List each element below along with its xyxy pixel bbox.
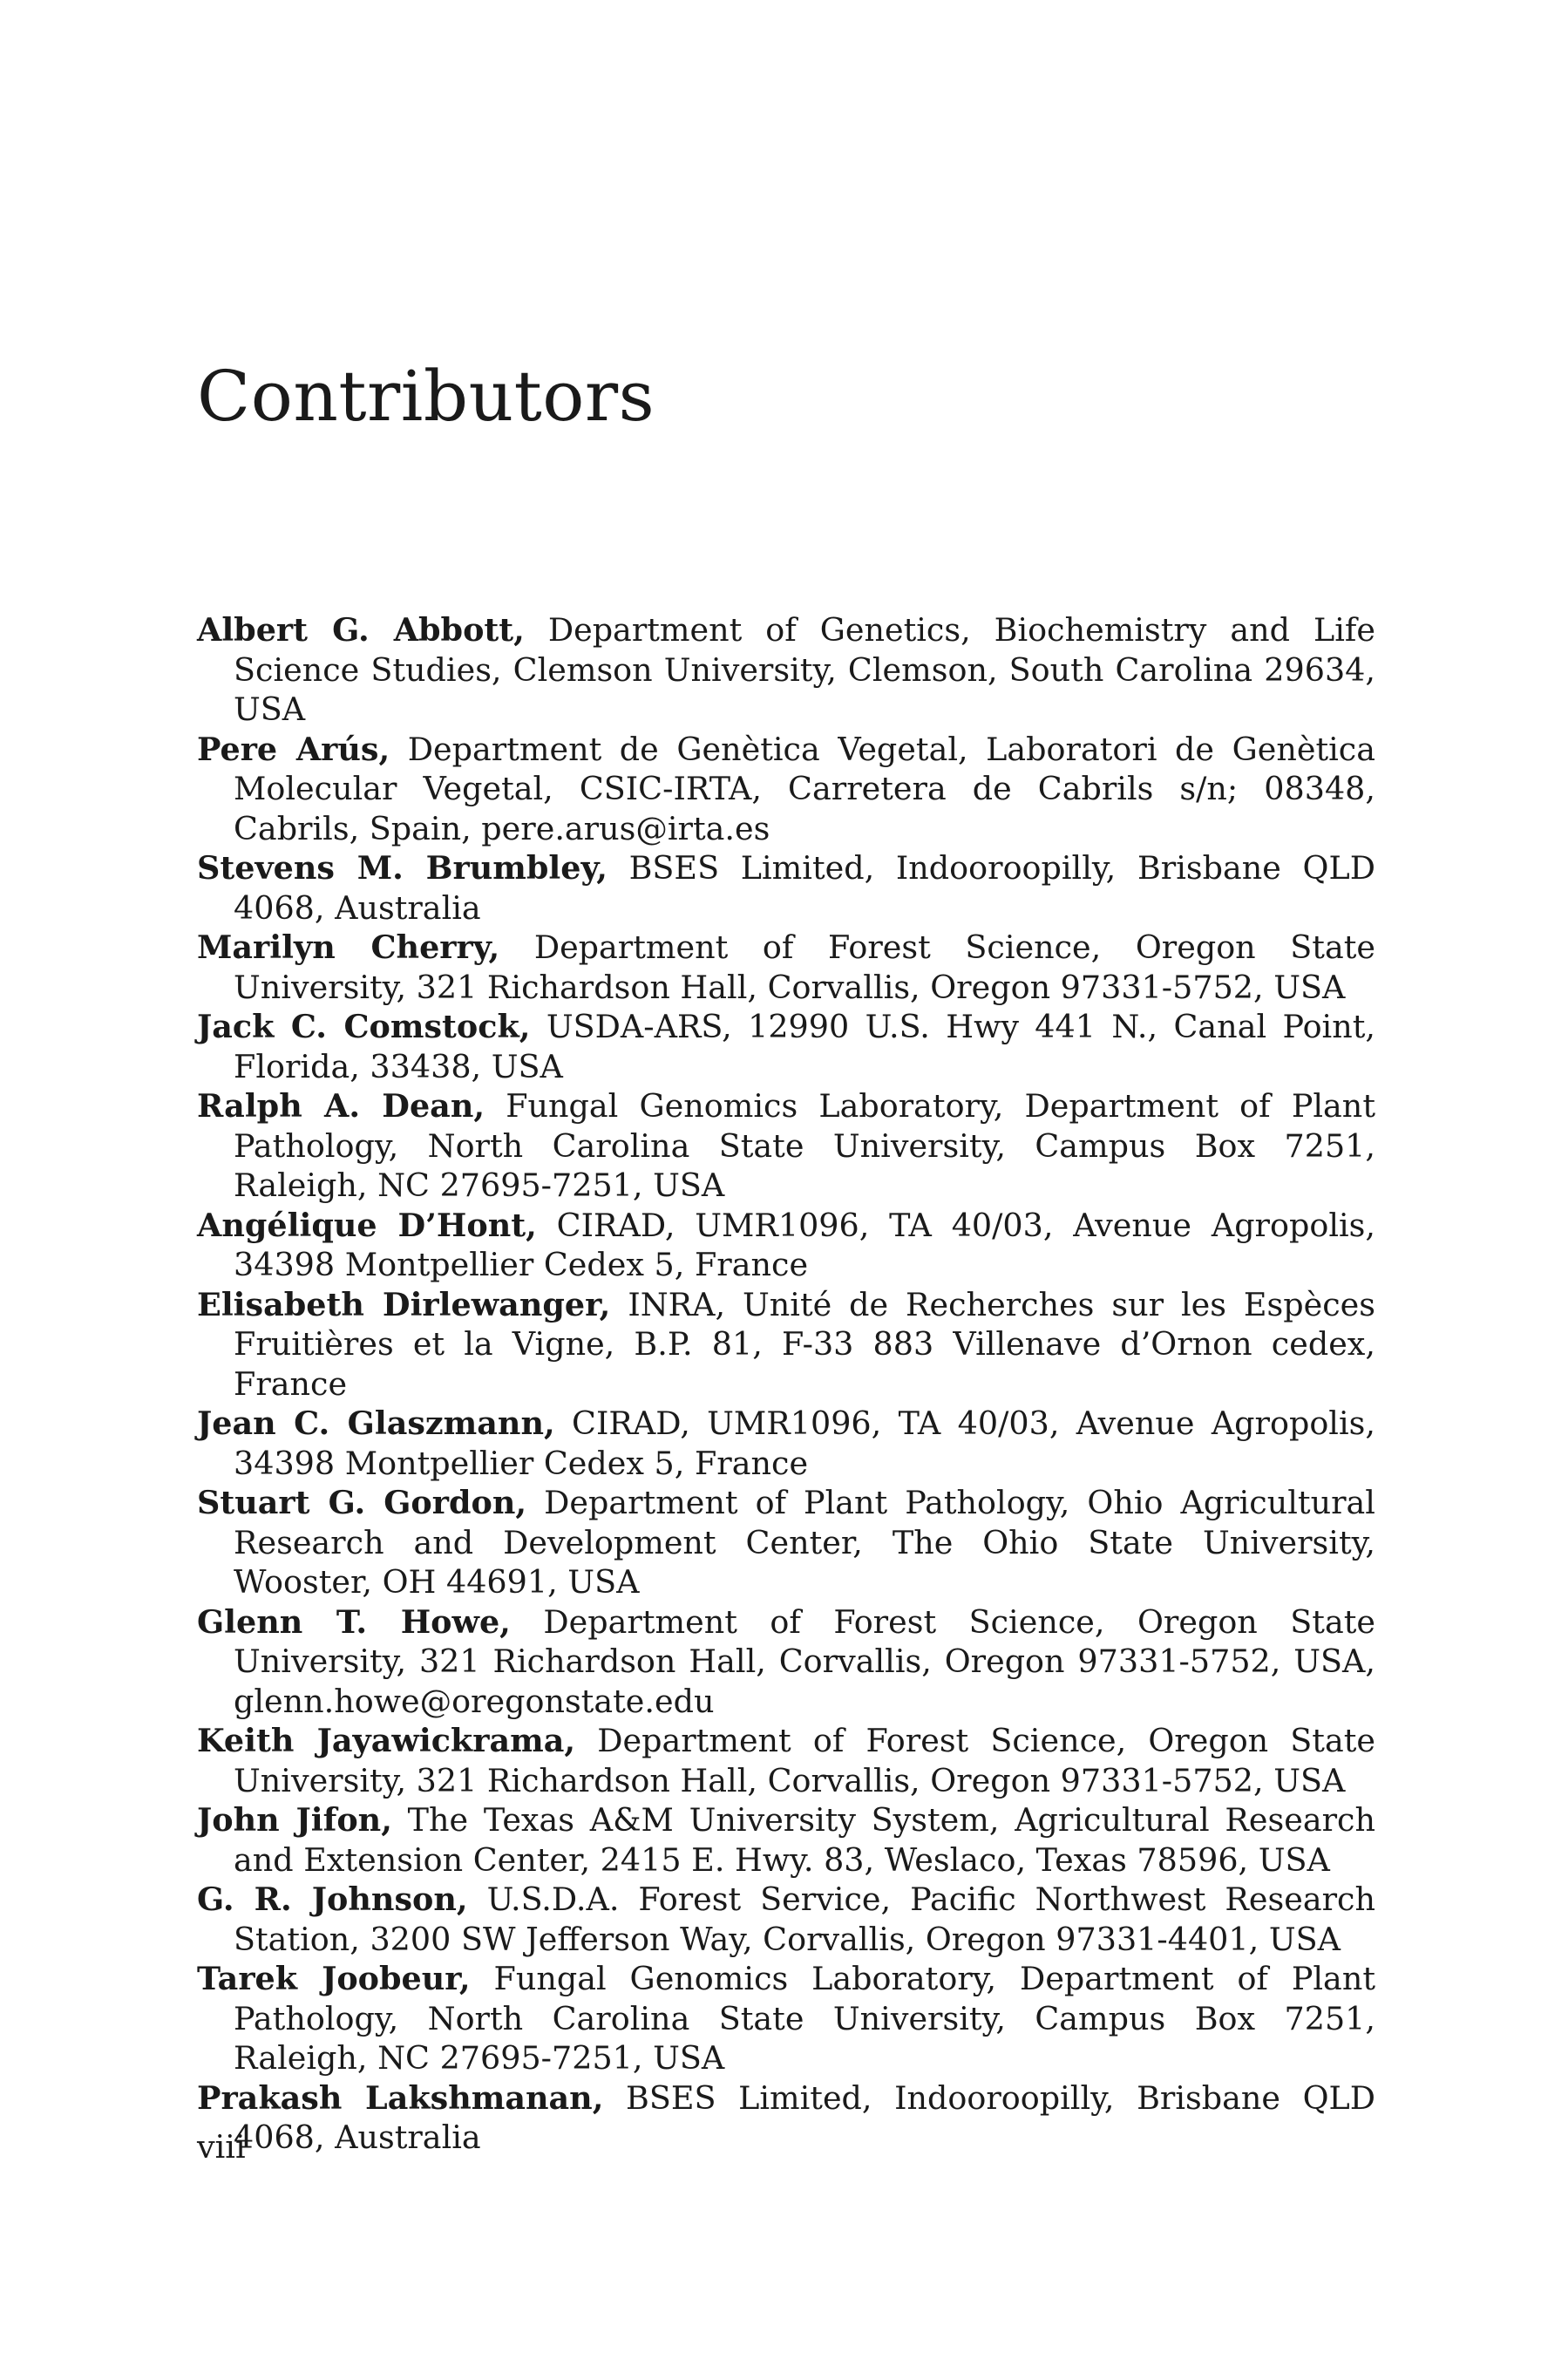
contributor-affiliation: Fungal Genomics Laboratory, Department of Plant Pathology, North Carolina State University, Campus Box 7251, Raleigh, NC 27695-7251, USA — [234, 1087, 1375, 1204]
contributor-name: Albert G. Abbott, — [197, 611, 525, 649]
contributor-entry — [197, 610, 1375, 730]
contributor-name: Ralph A. Dean, — [197, 1087, 485, 1125]
contributor-affiliation: Department of Plant Pathology, Ohio Agricultural Research and Development Center, The Ohio State University, Wooster, OH 44691, USA — [234, 1484, 1375, 1601]
contributor-entry — [197, 1206, 1375, 1285]
contributor-name: Jean C. Glaszmann, — [197, 1404, 555, 1442]
contributor-affiliation: U.S.D.A. Forest Service, Pacific Northwest Research Station, 3200 SW Jefferson Way, Corvallis, Oregon 97331-4401, USA — [234, 1880, 1375, 1958]
contributor-name: Jack C. Comstock, — [197, 1008, 531, 1045]
contributor-name: G. R. Johnson, — [197, 1880, 468, 1918]
contributor-affiliation: INRA, Unité de Recherches sur les Espèces Fruitières et la Vigne, B.P. 81, F-33 883 Villenave d’Ornon cedex, France — [234, 1285, 1375, 1403]
contributors-list — [197, 610, 1375, 2158]
contributor-affiliation: Department of Genetics, Biochemistry and Life Science Studies, Clemson University, Clemson, South Carolina 29634, USA — [234, 611, 1375, 728]
contributor-entry — [197, 730, 1375, 849]
contributor-name: Elisabeth Dirlewanger, — [197, 1285, 611, 1323]
contributor-affiliation: CIRAD, UMR1096, TA 40/03, Avenue Agropolis, 34398 Montpellier Cedex 5, France — [234, 1206, 1375, 1283]
contributor-name: Glenn T. Howe, — [197, 1602, 511, 1641]
contributor-name: Marilyn Cherry, — [197, 928, 500, 966]
contributor-affiliation: CIRAD, UMR1096, TA 40/03, Avenue Agropolis, 34398 Montpellier Cedex 5, France — [234, 1404, 1375, 1482]
contributor-entry — [197, 848, 1375, 928]
contributor-name: Prakash Lakshmanan, — [197, 2078, 604, 2117]
contributor-name: Tarek Joobeur, — [197, 1960, 471, 1997]
contributor-affiliation: Department de Genètica Vegetal, Laboratori de Genètica Molecular Vegetal, CSIC-IRTA, Carretera de Cabrils s/n; 08348, Cabrils, Spain, pere.arus@irta.es — [234, 730, 1376, 847]
contributor-affiliation: BSES Limited, Indooroopilly, Brisbane QLD 4068, Australia — [234, 849, 1375, 927]
contributor-entry — [197, 1007, 1375, 1086]
contributor-name: Pere Arús, — [197, 730, 390, 768]
contributor-affiliation: Department of Forest Science, Oregon State University, 321 Richardson Hall, Corvallis, Oregon 97331-5752, USA, glenn.howe@oregonstate.edu — [234, 1602, 1375, 1720]
contributor-entry — [197, 1483, 1375, 1602]
contributor-entry — [197, 1404, 1375, 1483]
contributor-entry — [197, 1800, 1375, 1880]
contributor-name: Stevens M. Brumbley, — [197, 849, 608, 887]
contributor-name: Keith Jayawickrama, — [197, 1722, 576, 1759]
contributor-name: Stuart G. Gordon, — [197, 1484, 527, 1521]
contributor-entry — [197, 1959, 1375, 2078]
contributor-entry — [197, 1285, 1375, 1404]
contributor-affiliation: Department of Forest Science, Oregon State University, 321 Richardson Hall, Corvallis, Oregon 97331-5752, USA — [234, 1722, 1376, 1799]
contributor-affiliation: Department of Forest Science, Oregon State University, 321 Richardson Hall, Corvallis, Oregon 97331-5752, USA — [234, 928, 1376, 1006]
contributor-name: John Jifon, — [197, 1801, 392, 1839]
page-number: viii — [197, 2128, 246, 2166]
page-title: Contributors — [197, 356, 655, 437]
contributor-entry — [197, 1721, 1375, 1800]
contributor-affiliation: BSES Limited, Indooroopilly, Brisbane QLD 4068, Australia — [234, 2078, 1375, 2156]
contributor-entry — [197, 2078, 1375, 2158]
contributor-entry — [197, 1602, 1375, 1722]
contributor-affiliation: USDA-ARS, 12990 U.S. Hwy 441 N., Canal Point, Florida, 33438, USA — [234, 1008, 1375, 1085]
contributor-entry — [197, 1086, 1375, 1206]
contributor-entry — [197, 1880, 1375, 1959]
contributor-name: Angélique D’Hont, — [197, 1206, 537, 1244]
contributor-entry — [197, 928, 1375, 1007]
contributor-affiliation: The Texas A&M University System, Agricultural Research and Extension Center, 2415 E. Hwy. 83, Weslaco, Texas 78596, USA — [234, 1801, 1375, 1879]
contributor-affiliation: Fungal Genomics Laboratory, Department of Plant Pathology, North Carolina State University, Campus Box 7251, Raleigh, NC 27695-7251, USA — [234, 1960, 1375, 2077]
